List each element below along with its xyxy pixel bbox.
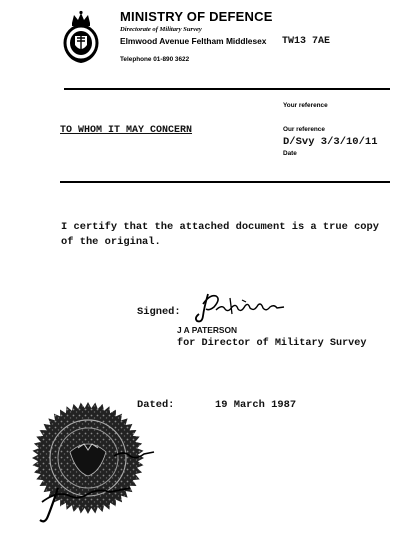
date-label: Date: [283, 150, 297, 157]
your-reference-label: Your reference: [283, 102, 328, 109]
our-reference-label: Our reference: [283, 126, 325, 133]
royal-crest-icon: [60, 10, 102, 64]
addressee: [60, 125, 192, 136]
dated-value: 19 March 1987: [215, 399, 297, 411]
signer-name: J A PATERSON: [177, 325, 238, 335]
ministry-title: MINISTRY OF DEFENCE: [120, 9, 273, 24]
postcode: TW13 7AE: [282, 36, 331, 47]
certification-line-2: of the original.: [61, 236, 161, 248]
handwritten-signature: [194, 290, 286, 324]
addressee-text: TO WHOM IT MAY CONCERN: [60, 125, 193, 136]
dated-label: Dated:: [137, 399, 175, 411]
signer-role: for Director of Military Survey: [177, 338, 367, 349]
bottom-divider: [60, 181, 390, 183]
directorate-name: Directorate of Military Survey: [120, 26, 202, 33]
address-line: Elmwood Avenue Feltham Middlesex: [120, 36, 267, 46]
top-divider: [64, 88, 390, 90]
signed-label: Signed:: [137, 306, 181, 318]
telephone-line: Telephone 01-890 3622: [120, 56, 190, 63]
embossed-seal-icon: [18, 396, 158, 528]
certification-line-1: I certify that the attached document is a true copy: [61, 221, 380, 233]
our-reference-value: D/Svy 3/3/10/11: [283, 136, 378, 148]
